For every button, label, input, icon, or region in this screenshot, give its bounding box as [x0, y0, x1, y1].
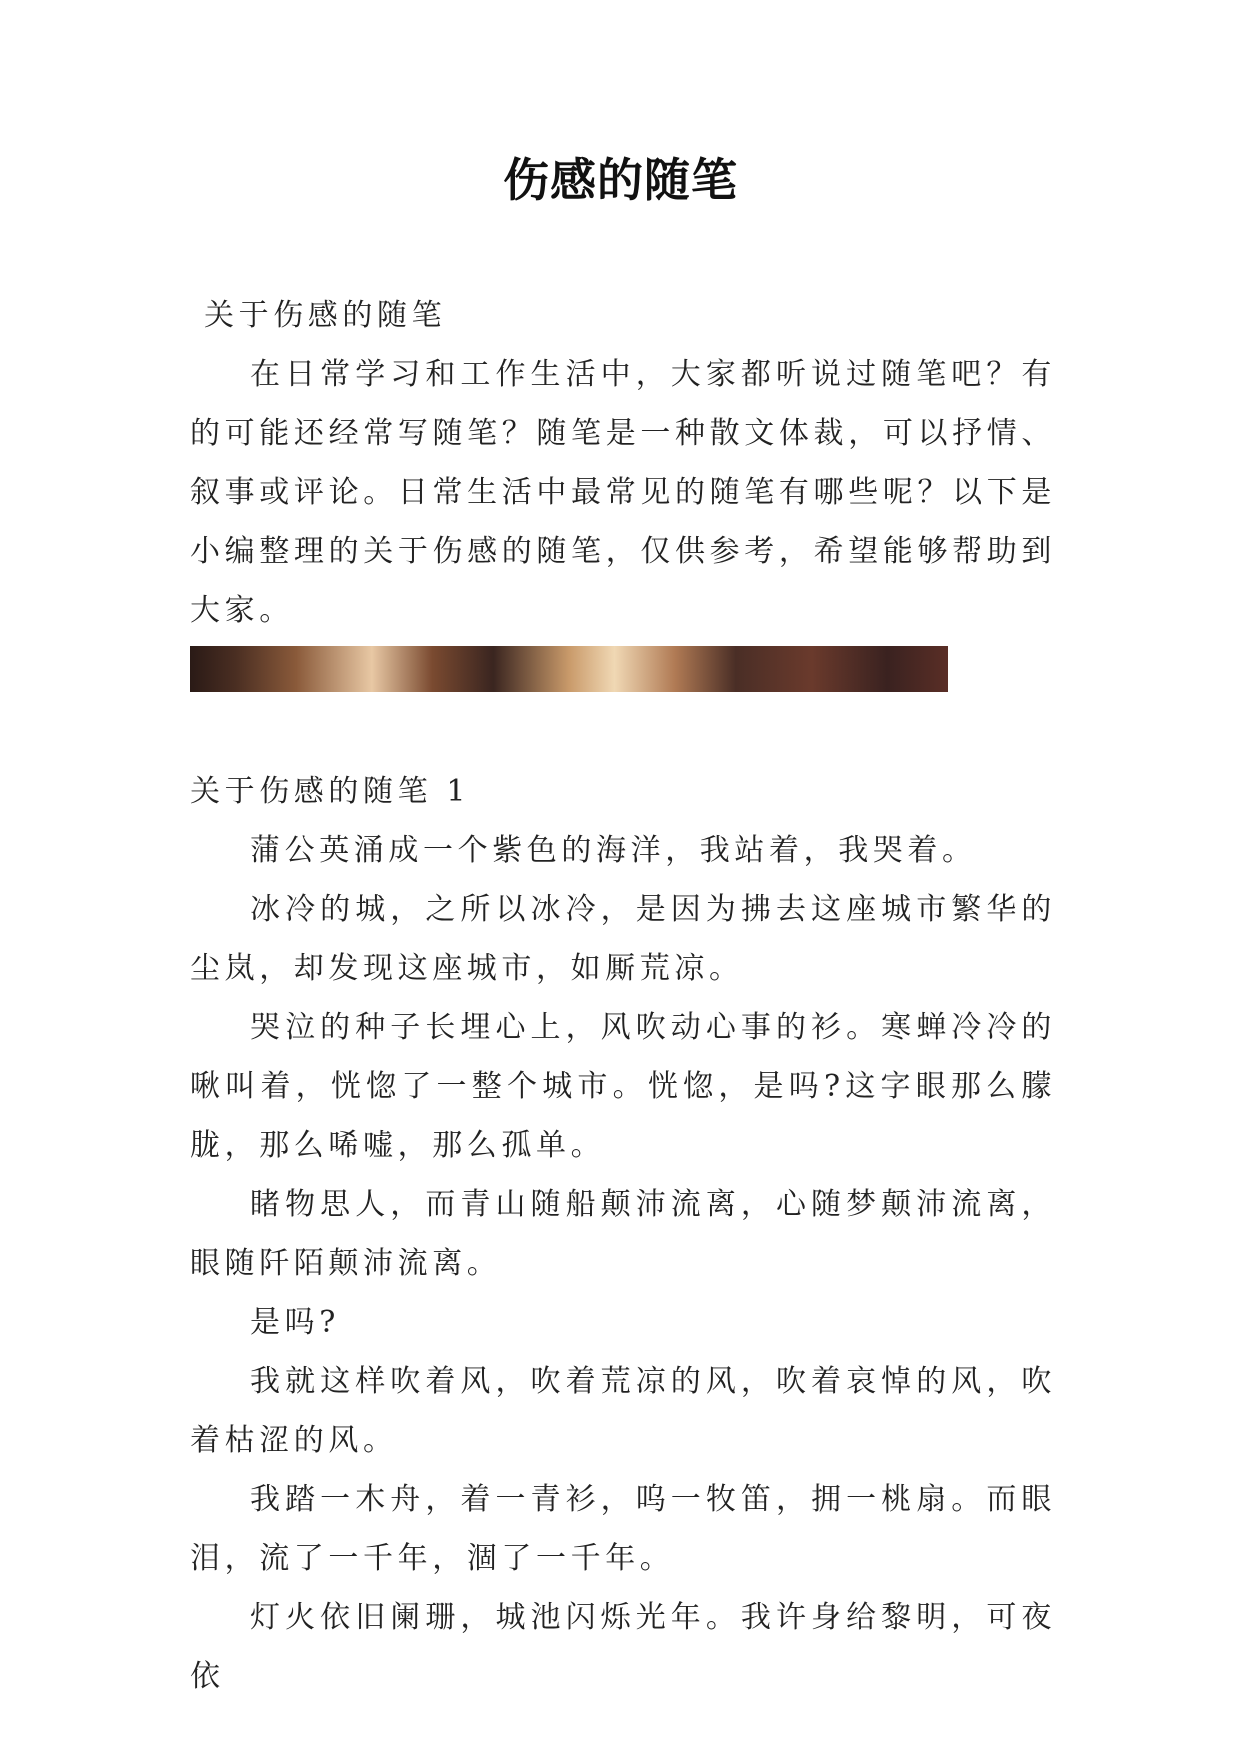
paragraph: 我就这样吹着风，吹着荒凉的风，吹着哀悼的风，吹着枯涩的风。	[190, 1364, 1056, 1458]
paragraph: 睹物思人，而青山随船颠沛流离，心随梦颠沛流离，眼随阡陌颠沛流离。	[190, 1187, 1056, 1281]
section-heading: 关于伤感的随笔 1	[190, 774, 471, 809]
paragraph: 蒲公英涌成一个紫色的海洋，我站着，我哭着。	[250, 833, 977, 868]
document-title: 伤感的随笔	[503, 153, 738, 207]
paragraph: 灯火依旧阑珊，城池闪烁光年。我许身给黎明，可夜依	[190, 1600, 1056, 1694]
paragraph: 冰冷的城，之所以冰冷，是因为拂去这座城市繁华的尘岚，却发现这座城市，如厮荒凉。	[190, 892, 1056, 986]
document-body	[190, 286, 1056, 1706]
paragraph: 哭泣的种子长埋心上，风吹动心事的衫。寒蝉冷冷的啾叫着，恍惚了一整个城市。恍惚，是吗?这字眼那么朦胧，那么唏嘘，那么孤单。	[190, 1010, 1056, 1163]
paragraph: 是吗?	[250, 1305, 340, 1340]
intro-heading: 关于伤感的随笔	[204, 298, 447, 333]
intro-paragraph: 在日常学习和工作生活中，大家都听说过随笔吧？有的可能还经常写随笔？随笔是一种散文体裁，可以抒情、叙事或评论。日常生活中最常见的随笔有哪些呢？以下是小编整理的关于伤感的随笔，仅供参考，希望能够帮助到大家。	[190, 357, 1056, 628]
banner-image	[190, 646, 948, 692]
paragraph: 我踏一木舟，着一青衫，呜一牧笛，拥一桃扇。而眼泪，流了一千年，涸了一千年。	[190, 1482, 1056, 1576]
spacer	[190, 692, 1056, 762]
